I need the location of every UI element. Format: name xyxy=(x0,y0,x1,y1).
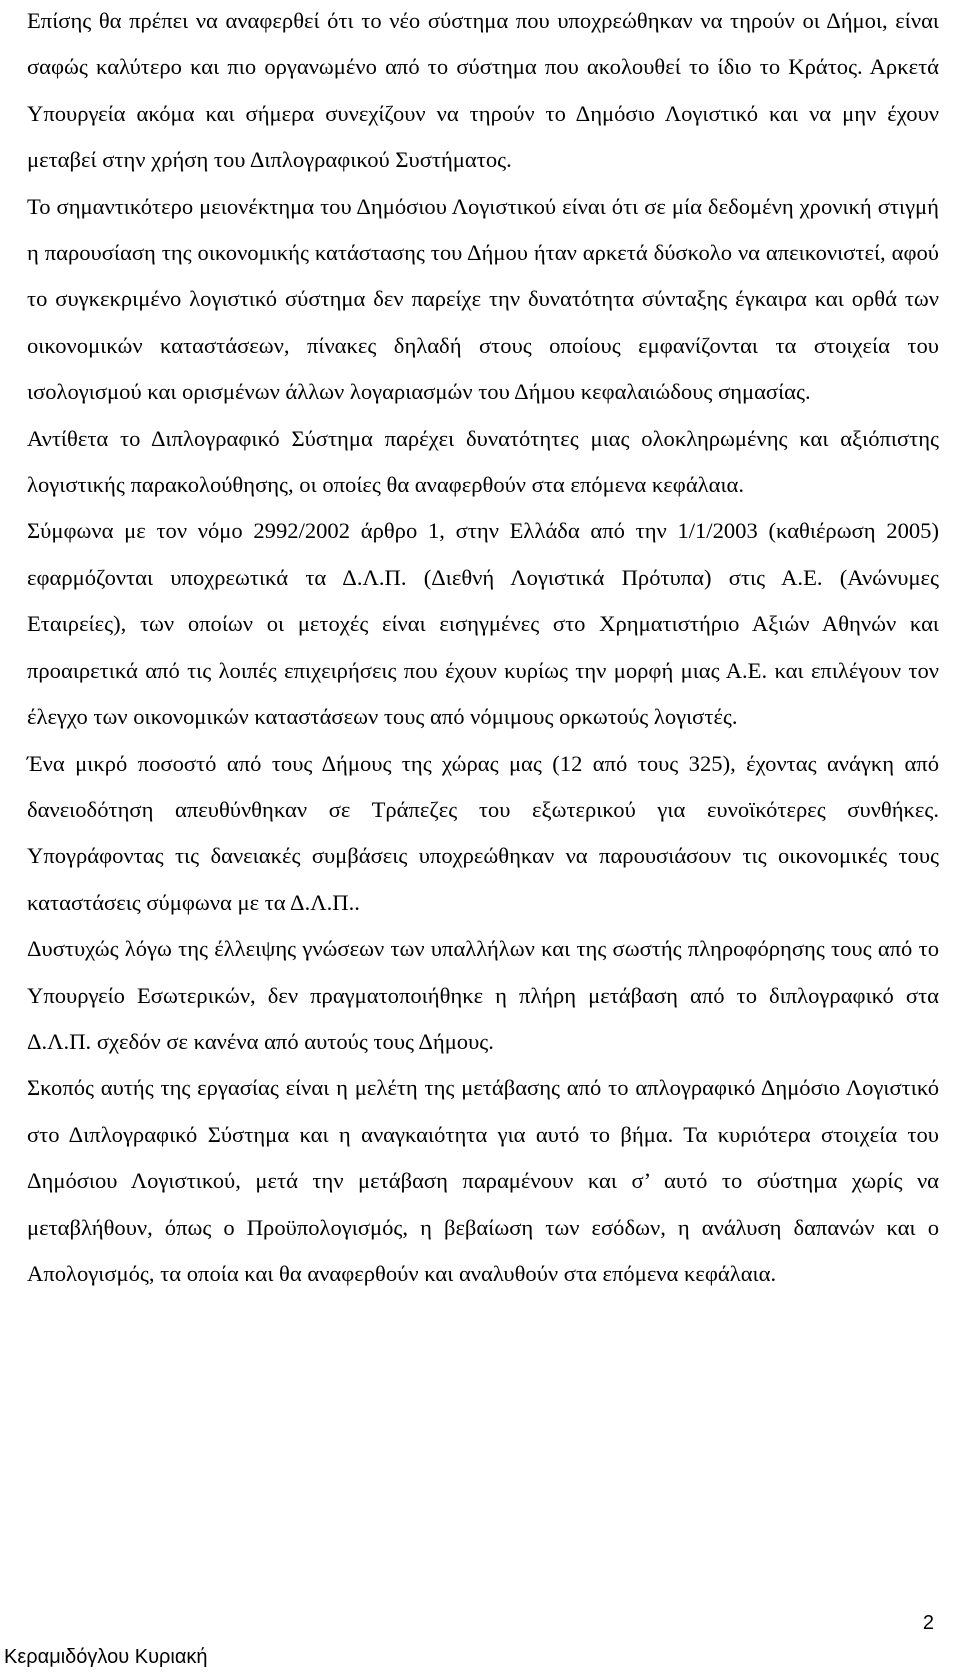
paragraph-3: Αντίθετα το Διπλογραφικό Σύστημα παρέχει δυνατότητες μιας ολοκληρωμένης και αξιόπιστης λογιστικής παρακολούθησης, οι οποίες θα αναφερθούν στα επόμενα κεφάλαια. xyxy=(27,425,939,498)
paragraph-1: Επίσης θα πρέπει να αναφερθεί ότι το νέο σύστημα που υποχρεώθηκαν να τηρούν οι Δήμοι, είναι σαφώς καλύτερο και πιο οργανωμένο από το σύστημα που ακολουθεί το ίδιο το Κράτος. Αρκετά Υπουργεία ακόμα και σήμερα συνεχίζουν να τηρούν το Δημόσιο Λογιστικό και να μην έχουν μεταβεί στην χρήση του Διπλογραφικού Συστήματος. xyxy=(27,8,939,173)
page-number: 2 xyxy=(922,1612,934,1634)
body-text xyxy=(27,0,939,1297)
footer-author: Κεραμιδόγλου Κυριακή xyxy=(4,1646,208,1668)
paragraph-7: Σκοπός αυτής της εργασίας είναι η μελέτη της μετάβασης από το απλογραφικό Δημόσιο Λογιστικό στο Διπλογραφικό Σύστημα και η αναγκαιότητα για αυτό το βήμα. Τα κυριότερα στοιχεία του Δημόσιου Λογιστικού, μετά την μετάβαση παραμένουν και σ’ αυτό το σύστημα χωρίς να μεταβλήθουν, όπως ο Προϋπολογισμός, η βεβαίωση των εσόδων, η ανάλυση δαπανών και ο Απολογισμός, τα οποία και θα αναφερθούν και αναλυθούν στα επόμενα κεφάλαια. xyxy=(27,1075,939,1286)
paragraph-5: Ένα μικρό ποσοστό από τους Δήμους της χώρας μας (12 από τους 325), έχοντας ανάγκη από δανειοδότηση απευθύνθηκαν σε Τράπεζες του εξωτερικού για ευνοϊκότερες συνθήκες. Υπογράφοντας τις δανειακές συμβάσεις υποχρεώθηκαν να παρουσιάσουν τις οικονομικές τους καταστάσεις σύμφωνα με τα Δ.Λ.Π.. xyxy=(27,750,939,915)
paragraph-6: Δυστυχώς λόγω της έλλειψης γνώσεων των υπαλλήλων και της σωστής πληροφόρησης τους από το Υπουργείο Εσωτερικών, δεν πραγματοποιήθηκε η πλήρη μετάβαση από το διπλογραφικό στα Δ.Λ.Π. σχεδόν σε κανένα από αυτούς τους Δήμους. xyxy=(27,936,939,1054)
paragraph-4: Σύμφωνα με τον νόμο 2992/2002 άρθρο 1, στην Ελλάδα από την 1/1/2003 (καθιέρωση 2005) εφαρμόζονται υποχρεωτικά τα Δ.Λ.Π. (Διεθνή Λογιστικά Πρότυπα) στις Α.Ε. (Ανώνυμες Εταιρείες), των οποίων οι μετοχές είναι εισηγμένες στο Χρηματιστήριο Αξιών Αθηνών και προαιρετικά από τις λοιπές επιχειρήσεις που έχουν κυρίως την μορφή μιας Α.Ε. και επιλέγουν τον έλεγχο των οικονομικών καταστάσεων τους από νόμιμους ορκωτούς λογιστές. xyxy=(27,518,939,730)
paragraph-2: Το σημαντικότερο μειονέκτημα του Δημόσιου Λογιστικού είναι ότι σε μία δεδομένη χρονική στιγμή η παρουσίαση της οικονομικής κατάστασης του Δήμου ήταν αρκετά δύσκολο να απεικονιστεί, αφού το συγκεκριμένο λογιστικό σύστημα δεν παρείχε την δυνατότητα σύνταξης έγκαιρα και ορθά των οικονομικών καταστάσεων, πίνακες δηλαδή στους οποίους εμφανίζονται τα στοιχεία του ισολογισμού και ορισμένων άλλων λογαριασμών του Δήμου κεφαλαιώδους σημασίας. xyxy=(27,193,939,405)
